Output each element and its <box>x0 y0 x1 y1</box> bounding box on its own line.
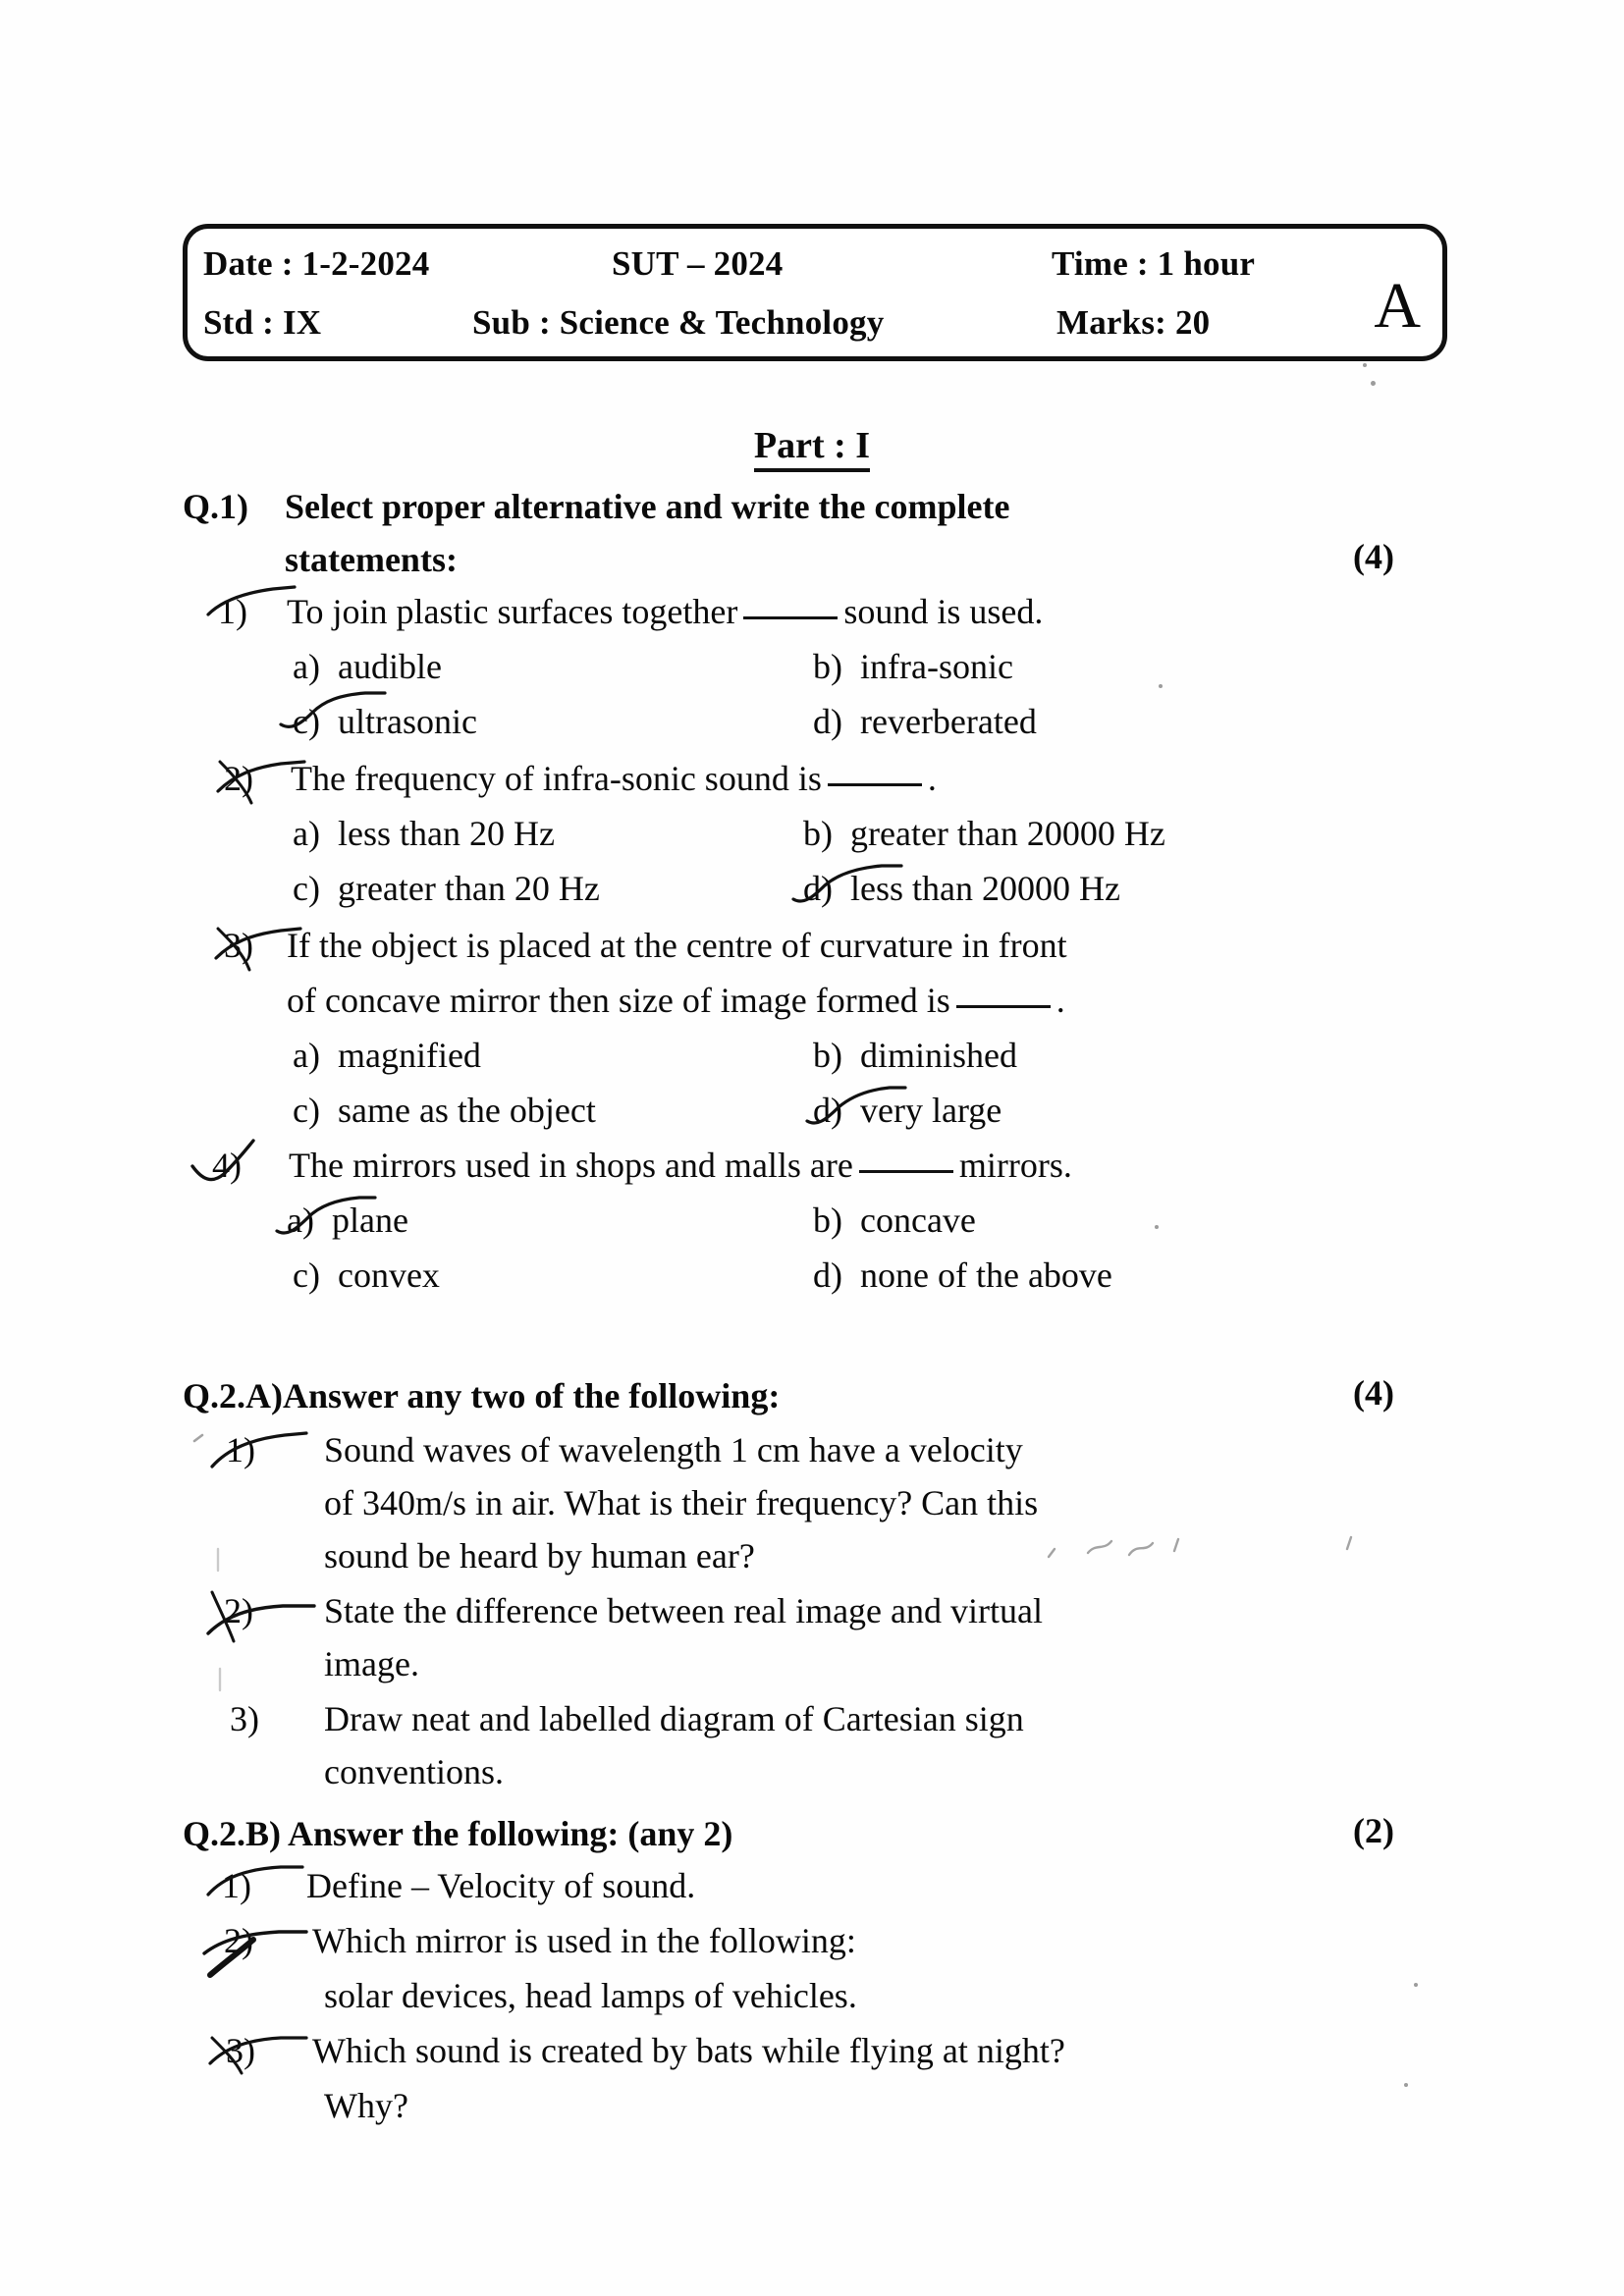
q1-item-3-option-a[interactable] <box>293 1035 481 1076</box>
q1-item-2-option-a-label: less than 20 Hz <box>337 814 555 853</box>
q1-item-1-text-after: sound is used. <box>843 592 1044 631</box>
q2a-item-1-line-2: of 340m/s in air. What is their frequency? Can this <box>324 1483 1039 1522</box>
q2a-item-1-line-3: sound be heard by human ear? <box>324 1536 755 1575</box>
q1-item-3-number: 3) <box>224 926 253 965</box>
q1-item-4-option-b[interactable] <box>813 1200 976 1241</box>
q1-item-2-option-c-label: greater than 20 Hz <box>337 869 600 908</box>
q1-item-4-option-a-label: plane <box>331 1201 408 1240</box>
q1-item-1-option-a[interactable] <box>293 646 442 687</box>
q1-item-2-text-before: The frequency of infra-sonic sound is <box>291 759 822 798</box>
q1-item-2-option-b-key: b) <box>803 814 833 853</box>
q1-item-4-option-d-label: none of the above <box>860 1255 1112 1295</box>
q1-item-1-option-c[interactable] <box>293 701 477 742</box>
q1-item-3-option-c-label: same as the object <box>337 1091 596 1130</box>
q1-item-1-text <box>287 591 1043 632</box>
q1-item-3-option-c-key: c) <box>293 1091 320 1130</box>
q1-item-2-option-c[interactable] <box>293 868 600 909</box>
q1-item-3-text-line-2-before: of concave mirror then size of image formed is <box>287 981 950 1020</box>
header-row-top <box>188 235 1442 295</box>
part-heading <box>0 424 1624 467</box>
q1-item-1-option-d[interactable] <box>813 701 1037 742</box>
q1-item-1-option-c-key: c) <box>293 702 320 741</box>
q1-item-3-option-c[interactable] <box>293 1090 596 1131</box>
pen-speck-q2a-1 <box>194 1435 202 1441</box>
q1-item-3-option-b[interactable] <box>813 1035 1017 1076</box>
q1-item-1-option-b-key: b) <box>813 647 842 686</box>
q2b-heading: Q.2.B) Answer the following: (any 2) <box>183 1814 733 1853</box>
scan-speck-2 <box>1159 684 1163 688</box>
q1-item-3-option-d-label: very large <box>860 1091 1002 1130</box>
scan-speck-5 <box>1404 2083 1408 2087</box>
q1-item-1-option-b-label: infra-sonic <box>860 647 1013 686</box>
q2a-marks: (4) <box>1353 1373 1394 1413</box>
q1-item-1-option-d-key: d) <box>813 702 842 741</box>
q1-item-3-option-b-label: diminished <box>860 1036 1017 1075</box>
q1-item-2-option-d[interactable] <box>803 868 1120 909</box>
q1-item-2-option-b-label: greater than 20000 Hz <box>850 814 1165 853</box>
q1-item-4-number: 4) <box>212 1146 242 1185</box>
q1-item-3-text-line-1: If the object is placed at the centre of curvature in front <box>287 926 1067 965</box>
q1-item-2-option-d-label: less than 20000 Hz <box>850 869 1120 908</box>
exam-header-box <box>183 224 1447 361</box>
q1-item-4-blank <box>859 1169 953 1173</box>
q1-item-2-number: 2) <box>224 759 253 798</box>
scan-speck-6 <box>1363 363 1367 367</box>
q1-item-3-option-b-key: b) <box>813 1036 842 1075</box>
q2b-item-3-number: 3) <box>226 2031 255 2070</box>
pencil-scribble-5 <box>1347 1537 1351 1549</box>
pencil-scribble-4 <box>1174 1539 1178 1551</box>
exam-set-code: A <box>1374 270 1421 342</box>
q1-item-1-option-a-key: a) <box>293 647 320 686</box>
q2b-item-1-number: 1) <box>222 1866 251 1905</box>
q2b-item-2-line-1: Which mirror is used in the following: <box>312 1921 856 1960</box>
q2a-item-1-number: 1) <box>226 1430 255 1469</box>
scan-speck-3 <box>1155 1225 1159 1229</box>
q1-item-3-text-line-2-after: . <box>1056 981 1065 1020</box>
q2a-item-2-number: 2) <box>224 1591 253 1630</box>
q1-item-3-text-line-2 <box>287 980 1065 1021</box>
q1-item-1-option-b[interactable] <box>813 646 1013 687</box>
q2a-item-1-line-1: Sound waves of wavelength 1 cm have a velocity <box>324 1430 1023 1469</box>
exam-name: SUT – 2024 <box>612 244 784 283</box>
q1-item-2-text-after: . <box>927 759 937 798</box>
pencil-scribble-1 <box>1049 1549 1055 1557</box>
q1-marks: (4) <box>1353 537 1394 576</box>
q2b-item-3-line-2: Why? <box>324 2086 408 2125</box>
q1-item-2-option-c-key: c) <box>293 869 320 908</box>
q1-item-2-option-a-key: a) <box>293 814 320 853</box>
q1-item-4-text-before: The mirrors used in shops and malls are <box>289 1146 853 1185</box>
q1-item-1-option-d-label: reverberated <box>860 702 1037 741</box>
exam-total-marks: Marks: 20 <box>1056 303 1211 342</box>
q2a-item-3-number: 3) <box>230 1699 259 1738</box>
q1-item-1-text-before: To join plastic surfaces together <box>287 592 738 631</box>
q2a-item-3-line-1: Draw neat and labelled diagram of Cartesian sign <box>324 1699 1024 1738</box>
q1-item-1-option-a-label: audible <box>337 647 442 686</box>
header-row-bottom <box>188 294 1442 354</box>
q1-item-2-text <box>291 758 937 799</box>
q1-item-4-option-c-key: c) <box>293 1255 320 1295</box>
q1-item-4-option-a-key: a) <box>287 1201 314 1240</box>
q2a-item-2-line-2: image. <box>324 1644 419 1683</box>
exam-standard: Std : IX <box>203 303 322 342</box>
exam-date: Date : 1-2-2024 <box>203 244 430 283</box>
exam-subject: Sub : Science & Technology <box>472 303 885 342</box>
part-heading-text: Part : I <box>754 425 870 472</box>
q1-number: Q.1) <box>183 487 248 526</box>
q1-item-4-option-d[interactable] <box>813 1255 1112 1296</box>
q1-item-4-option-a[interactable] <box>287 1200 408 1241</box>
q1-title-line-2: statements: <box>285 540 458 579</box>
q2b-marks: (2) <box>1353 1811 1394 1850</box>
q1-item-4-option-b-key: b) <box>813 1201 842 1240</box>
q1-item-1-number: 1) <box>218 592 247 631</box>
pencil-scribble-3 <box>1129 1543 1153 1555</box>
q2b-item-3-line-1: Which sound is created by bats while flying at night? <box>312 2031 1065 2070</box>
pencil-scribble-2 <box>1088 1541 1111 1553</box>
q2a-heading: Q.2.A)Answer any two of the following: <box>183 1376 781 1415</box>
q1-item-3-blank <box>956 1004 1051 1008</box>
exam-duration: Time : 1 hour <box>1052 244 1256 283</box>
q1-item-4-option-c[interactable] <box>293 1255 440 1296</box>
q1-item-4-option-d-key: d) <box>813 1255 842 1295</box>
scan-speck-1 <box>1371 381 1376 386</box>
q1-item-4-text <box>289 1145 1072 1186</box>
q1-item-3-option-d[interactable] <box>813 1090 1001 1131</box>
q2b-item-2-number: 2) <box>224 1921 253 1960</box>
q1-item-2-option-b[interactable] <box>803 813 1165 854</box>
q1-item-4-option-b-label: concave <box>860 1201 976 1240</box>
q1-item-3-option-a-label: magnified <box>337 1036 481 1075</box>
q2b-item-2-line-2: solar devices, head lamps of vehicles. <box>324 1976 857 2015</box>
q2b-item-1-line-1: Define – Velocity of sound. <box>306 1866 696 1905</box>
q1-item-3-option-d-key: d) <box>813 1091 842 1130</box>
q1-item-1-option-c-label: ultrasonic <box>337 702 477 741</box>
q2a-item-2-line-1: State the difference between real image and virtual <box>324 1591 1043 1630</box>
q2a-item-3-line-2: conventions. <box>324 1752 504 1791</box>
q1-item-2-option-d-key: d) <box>803 869 833 908</box>
q1-item-4-option-c-label: convex <box>337 1255 440 1295</box>
q1-item-3-option-a-key: a) <box>293 1036 320 1075</box>
q1-item-4-text-after: mirrors. <box>958 1146 1072 1185</box>
q1-item-2-blank <box>828 782 922 786</box>
q1-title-line-1: Select proper alternative and write the complete <box>285 487 1010 526</box>
q1-item-2-option-a[interactable] <box>293 813 555 854</box>
scan-speck-4 <box>1414 1983 1418 1987</box>
q1-item-1-blank <box>743 615 838 619</box>
